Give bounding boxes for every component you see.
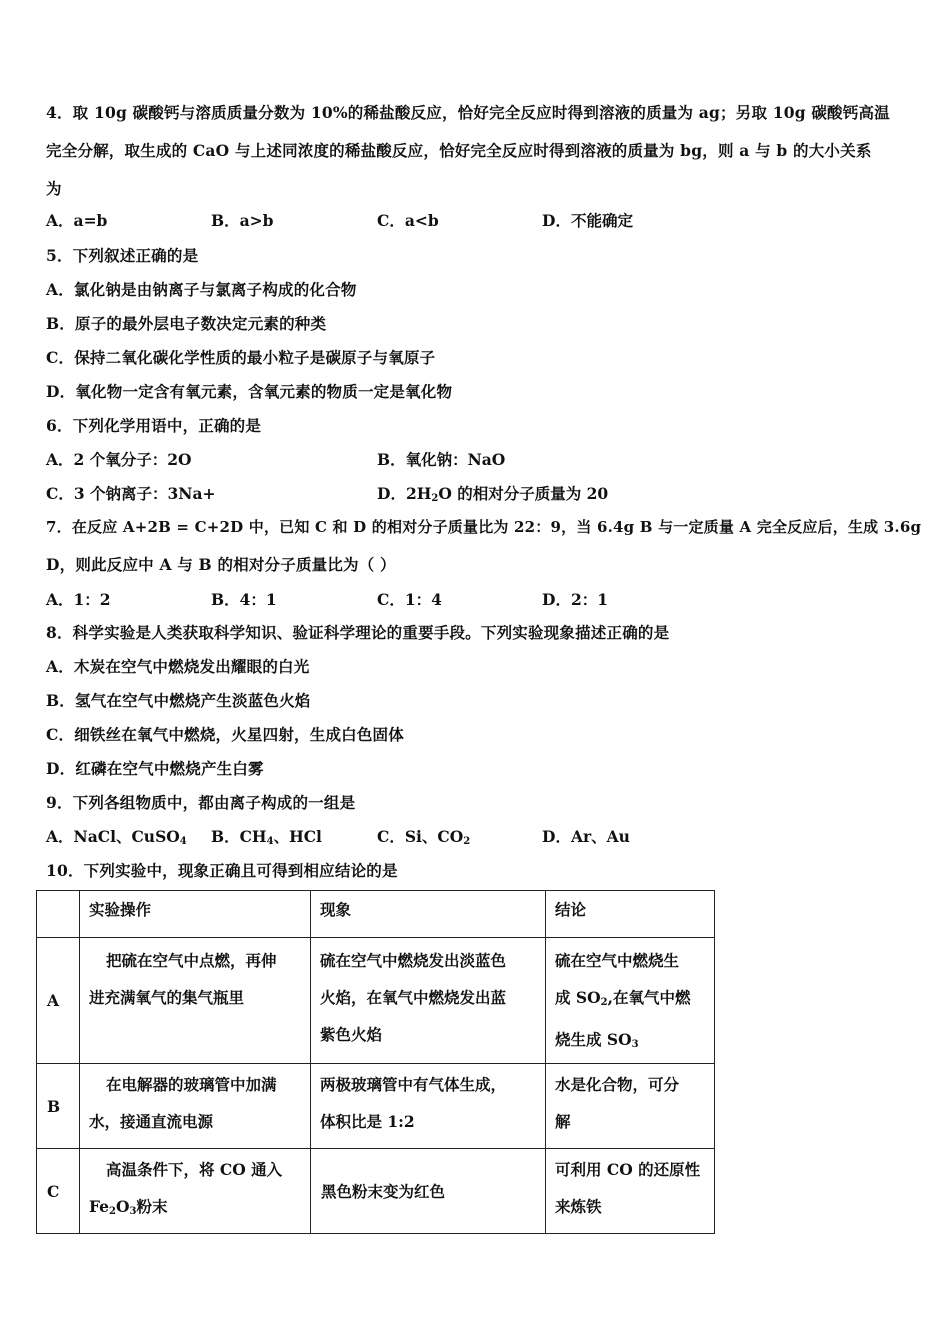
row-conclusion (546, 938, 715, 1064)
row-phenomenon-line: 硫在空气中燃烧发出淡蓝色 (320, 951, 507, 970)
q4-option-c: C．a<b (377, 211, 439, 230)
row-conclusion-sub: 2 (600, 997, 608, 1008)
q5-stem: 5．下列叙述正确的是 (46, 246, 199, 265)
q5-option-d: D．氧化物一定含有氧元素，含氧元素的物质一定是氧化物 (46, 382, 453, 401)
row-phenomenon-line: 紫色火焰 (320, 1025, 383, 1044)
q6-option-d-pre: D．2H (377, 484, 432, 503)
header-cell-phenomenon: 现象 (311, 891, 546, 938)
row-operation-sub: 2 (109, 1206, 116, 1217)
row-conclusion-pre: 烧生成 SO (555, 1030, 632, 1049)
q7-line-1: 7．在反应 A+2B = C+2D 中，已知 C 和 D 的相对分子质量比为 22：9，当 6.4g B 与一定质量 A 完全反应后，生成 3.6g (46, 518, 922, 536)
q8-option-c: C．细铁丝在氧气中燃烧，火星四射，生成白色固体 (46, 725, 404, 744)
row-operation-line (89, 1188, 301, 1230)
row-conclusion-line: 解 (555, 1112, 571, 1131)
row-conclusion-line: 硫在空气中燃烧生 (555, 951, 680, 970)
q4-option-b: B．a>b (211, 211, 274, 230)
header-cell-conclusion: 结论 (546, 891, 715, 938)
row-operation-line: 水，接通直流电源 (89, 1112, 214, 1131)
q6-option-b: B．氧化钠：NaO (377, 450, 506, 469)
row-label: B (37, 1064, 80, 1149)
table-header-row (37, 891, 715, 938)
q8-stem: 8．科学实验是人类获取科学知识、验证科学理论的重要手段。下列实验现象描述正确的是 (46, 623, 670, 642)
row-operation (80, 1149, 311, 1234)
q10-stem: 10．下列实验中，现象正确且可得到相应结论的是 (46, 861, 398, 880)
row-operation-line: 在电解器的玻璃管中加满 (106, 1075, 277, 1094)
q9-option-a (46, 825, 187, 847)
q6-option-d (377, 482, 608, 504)
row-conclusion-line (555, 979, 705, 1021)
q9-option-c-pre: C．Si、CO (377, 827, 464, 846)
table-row (37, 1149, 715, 1234)
row-conclusion-line: 来炼铁 (555, 1197, 602, 1216)
header-cell-label (37, 891, 80, 938)
row-conclusion-post: ,在氧气中燃 (607, 988, 691, 1007)
q9-stem: 9．下列各组物质中，都由离子构成的一组是 (46, 793, 356, 812)
row-phenomenon (311, 1149, 546, 1234)
row-phenomenon (311, 938, 546, 1064)
q6-stem: 6．下列化学用语中，正确的是 (46, 416, 262, 435)
q4-line-3: 为 (46, 179, 62, 198)
q8-option-b: B．氢气在空气中燃烧产生淡蓝色火焰 (46, 691, 311, 710)
row-operation-pre: Fe (89, 1197, 110, 1216)
row-operation (80, 1064, 311, 1149)
q4-option-a: A．a=b (46, 211, 108, 230)
q8-option-a: A．木炭在空气中燃烧发出耀眼的白光 (46, 657, 310, 676)
row-phenomenon-line: 火焰，在氧气中燃烧发出蓝 (320, 988, 507, 1007)
q6-option-a: A．2 个氧分子：2O (46, 450, 192, 469)
row-operation-post: 粉末 (136, 1197, 168, 1216)
q9-option-d: D．Ar、Au (542, 827, 630, 846)
row-operation-line: 把硫在空气中点燃，再伸 (106, 951, 277, 970)
q5-option-b: B．原子的最外层电子数决定元素的种类 (46, 314, 327, 333)
q7-option-c: C．1：4 (377, 590, 442, 609)
q4-line-1: 4．取 10g 碳酸钙与溶质质量分数为 10%的稀盐酸反应，恰好完全反应时得到溶液的质量为 ag；另取 10g 碳酸钙高温 (46, 103, 890, 122)
row-conclusion-sub: 3 (631, 1039, 639, 1050)
q4-line-2: 完全分解，取生成的 CaO 与上述同浓度的稀盐酸反应，恰好完全反应时得到溶液的质量为 bg，则 a 与 b 的大小关系 (46, 141, 872, 160)
row-operation (80, 938, 311, 1064)
q7-option-b: B．4：1 (211, 590, 277, 609)
table-row (37, 938, 715, 1064)
row-operation-mid: O (116, 1197, 130, 1216)
q7-option-a: A．1：2 (46, 590, 111, 609)
q9-option-a-pre: A．NaCl、CuSO (46, 827, 180, 846)
row-operation-line: 进充满氧气的集气瓶里 (89, 988, 245, 1007)
row-conclusion-line: 可利用 CO 的还原性 (555, 1160, 701, 1179)
row-operation-line: 高温条件下，将 CO 通入 (106, 1160, 283, 1179)
q9-option-a-sub: 4 (179, 836, 187, 847)
row-conclusion-line (555, 1021, 705, 1063)
q6-option-c: C．3 个钠离子：3Na+ (46, 484, 216, 503)
table-row (37, 1064, 715, 1149)
row-conclusion (546, 1149, 715, 1234)
q9-option-b-pre: B．CH (211, 827, 267, 846)
q7-option-d: D．2：1 (542, 590, 609, 609)
q10-table (36, 890, 715, 1234)
q7-line-2: D，则此反应中 A 与 B 的相对分子质量比为（ ） (46, 555, 396, 574)
row-phenomenon-line: 两极玻璃管中有气体生成， (320, 1075, 507, 1094)
q8-option-d: D．红磷在空气中燃烧产生白雾 (46, 759, 264, 778)
row-conclusion-pre: 成 SO (555, 988, 601, 1007)
row-phenomenon-line: 黑色粉末变为红色 (321, 1181, 446, 1201)
row-phenomenon-line: 体积比是 1:2 (320, 1112, 415, 1131)
row-label: C (37, 1149, 80, 1234)
q9-option-b (211, 825, 322, 847)
row-operation-sub: 3 (129, 1206, 137, 1217)
q9-option-c (377, 825, 470, 847)
row-conclusion (546, 1064, 715, 1149)
q9-option-c-sub: 2 (463, 836, 471, 847)
header-cell-operation: 实验操作 (80, 891, 311, 938)
row-conclusion-line: 水是化合物，可分 (555, 1075, 680, 1094)
q4-option-d: D．不能确定 (542, 211, 633, 230)
row-phenomenon (311, 1064, 546, 1149)
q6-option-d-sub: 2 (431, 493, 439, 504)
row-label: A (37, 938, 80, 1064)
q9-option-b-sub: 4 (266, 836, 274, 847)
q6-option-d-post: O 的相对分子质量为 20 (438, 484, 609, 503)
q5-option-c: C．保持二氧化碳化学性质的最小粒子是碳原子与氧原子 (46, 348, 436, 367)
q9-option-b-post: 、HCl (273, 827, 322, 846)
q5-option-a: A．氯化钠是由钠离子与氯离子构成的化合物 (46, 280, 357, 299)
